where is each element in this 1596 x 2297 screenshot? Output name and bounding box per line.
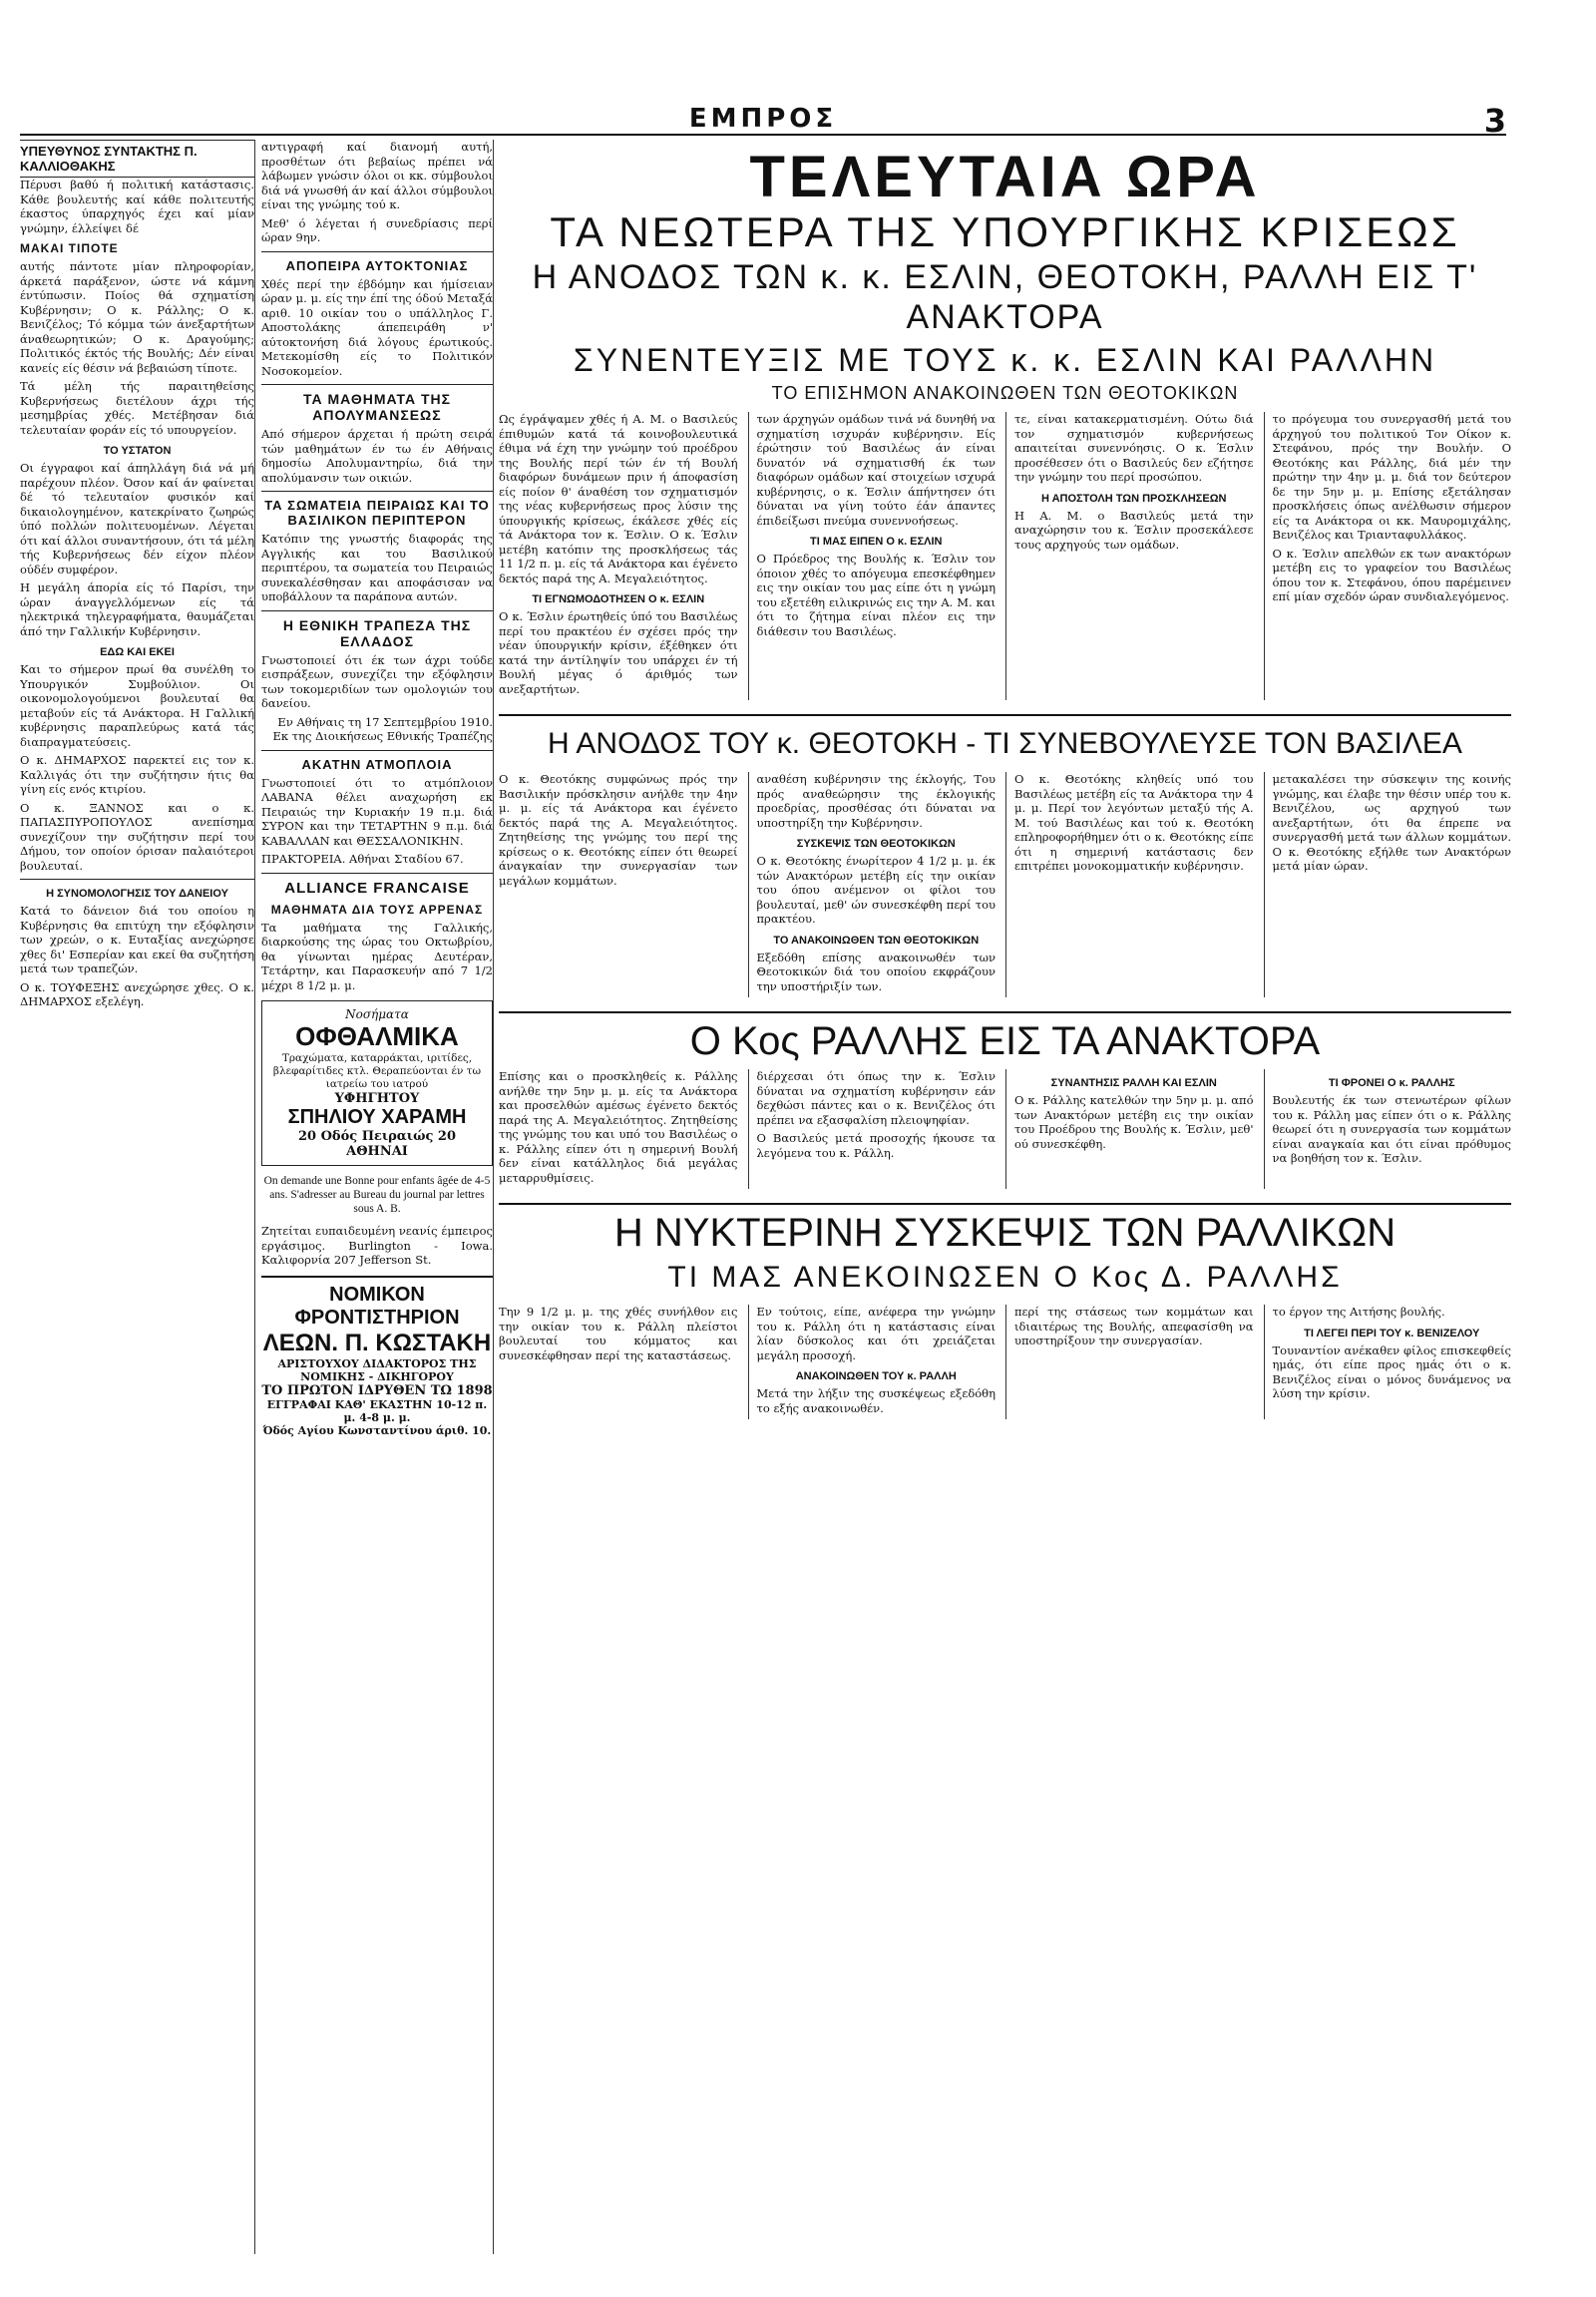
main-subheadline: ΤΟ ΕΠΙΣΗΜΟΝ ΑΝΑΚΟΙΝΩΘΕΝ ΤΩΝ ΘΕΟΤΟΚΙΚΩΝ: [771, 383, 1239, 403]
paragraph: Γνωστοποιεί ότι το ατμόπλοιον ΛΑΒΑΝΑ θέλει αναχωρήση εκ Πειραιώς την Κυριακήν 19 π.μ. διά ΣΥΡΟΝ και την ΤΕΤΑΡΤΗΝ 9 π.μ. διά ΚΑΒΑΛΛΑΝ και ΘΕΣΣΑΛΟΝΙΚΗΝ.: [261, 775, 493, 848]
paragraph: Η Α. Μ. ο Βασιλεύς μετά την αναχώρησιν του κ. Έσλιν προσεκάλεσε τους αρχηγούς των ομάδων.: [1014, 508, 1254, 552]
paragraph: Μεθ' ό λέγεται ή συνεδρίασις περί ώραν 9ην.: [261, 215, 493, 244]
article-column: [1005, 772, 1254, 997]
column-second: [261, 140, 494, 2254]
byline: [20, 140, 254, 178]
article-headline: ΤΑ ΣΩΜΑΤΕΙΑ ΠΕΙΡΑΙΩΣ ΚΑΙ ΤΟ ΒΑΣΙΛΙΚΟΝ ΠΕΡΙΠΤΕΡΟΝ: [264, 498, 490, 528]
article-columns: [499, 772, 1511, 997]
paragraph: Από σήμερον άρχεται ή πρώτη σειρά τών μαθημάτων έν τω έν Αθήναις δημοσίω Απολυμαντηρίω, διά την απολύμανσιν των οικιών.: [261, 427, 493, 485]
masthead: [20, 100, 1506, 140]
byline-name: Π. ΚΑΛΛΙΟΘΑΚΗΣ: [20, 144, 198, 174]
ad-name: ΛΕΩΝ. Π. ΚΩΣΤΑΚΗ: [262, 1329, 492, 1356]
article-column: [499, 772, 738, 997]
article-column: [1005, 1069, 1254, 1189]
divider: [261, 251, 493, 252]
notice-headline: ALLIANCE FRANCAISE: [284, 879, 470, 897]
article-column: [748, 412, 997, 700]
paragraph: Ο Πρόεδρος της Βουλής κ. Έσλιν τον όποιον χθές το απόγευμα επεσκέφθημεν εις την οικίαν του μας είπε ότι η γνώμη του εξετέθη ειλικρινώς εις την Α. Μ. και ότι το ζήτημα είναι πλέον εις την διάθεσιν του Βασιλέως.: [756, 552, 996, 638]
main-headline: ΤΕΛΕΥΤΑΙΑ ΩΡΑ: [749, 145, 1261, 209]
notice-headline: Η ΕΘΝΙΚΗ ΤΡΑΠΕΖΑ ΤΗΣ ΕΛΛΑΔΟΣ: [282, 616, 472, 649]
paragraph: Ο κ. Θεοτόκης συμφώνως πρός την Βασιλικήν πρόσκλησιν ανήλθε την 4ην μ. μ. είς τά Ανάκτορα και έγένετο δεκτός παρά της Α. Μεγαλειότητος. Ζητηθείσης της γνώμης του περί της κρίσεως ο κ. Θεοτόκης είπεν ότι θεωρεί άναγκαίαν την συνεργασίαν των μεγάλων κομμάτων.: [499, 772, 738, 888]
subheading: Η ΣΥΝΟΜΟΛΟΓΗΣΙΣ ΤΟΥ ΔΑΝΕΙΟΥ: [46, 888, 228, 900]
article-column: [748, 1069, 997, 1189]
section-subheadline: ΤΙ ΜΑΣ ΑΝΕΚΟΙΝΩΣΕΝ Ο Κος Δ. ΡΑΛΛΗΣ: [667, 1261, 1343, 1294]
article-headline: ΑΠΟΠΕΙΡΑ ΑΥΤΟΚΤΟΝΙΑΣ: [285, 257, 469, 273]
paragraph: Την 9 1/2 μ. μ. της χθές συνήλθον εις την οικίαν του κ. Ράλλη πλείστοι βουλευταί του κόμματος και συνεσκέφθησαν περί της καταστάσεως.: [499, 1305, 738, 1362]
paragraph: Ο κ. Ράλλης κατελθών την 5ην μ. μ. από των Ανακτόρων μετέβη εις την οικίαν του Προέδρου της Βουλής κ. Έσλιν, μεθ' ού συνεσκέφθη.: [1014, 1093, 1254, 1151]
subheading: ΤΙ ΜΑΣ ΕΙΠΕΝ Ο κ. ΕΣΛΙΝ: [810, 536, 943, 548]
subheading: Η ΑΠΟΣΤΟΛΗ ΤΩΝ ΠΡΟΣΚΛΗΣΕΩΝ: [1041, 492, 1227, 505]
article-column: [1264, 772, 1512, 997]
classified-english: On demande une Bonne pour enfants âgée de 4-5 ans. S'adresser au Bureau du journal par lettres sous A. B.: [263, 1175, 491, 1215]
divider: [261, 384, 493, 385]
paragraph: Ο κ. Θεοτόκης ένωρίτερον 4 1/2 μ. μ. έκ τών Ανακτόρων μετέβη είς την οικίαν του όπου ανέμενον οι φίλοι του βουλευταί, μεθ' ών συνεσκέφθη περί του πρακτέου.: [756, 854, 996, 926]
subheading: ΣΥΣΚΕΨΙΣ ΤΩΝ ΘΕΟΤΟΚΙΚΩΝ: [796, 838, 956, 850]
paragraph: Η μεγάλη άπορία είς τό Παρίσι, την ώραν άναγγελλόμενων είς τά ηλεκτρικά τηλεγραφήματα, θαυμάζεται άπό την Γαλλικήν Κυβέρνησιν.: [20, 580, 254, 638]
ad-body: Τραχώματα, καταρράκται, ιριτίδες, βλεφαρίτιδες κτλ. Θεραπεύονται έν τω ιατρείω του ιατρού: [272, 1052, 482, 1090]
paragraph: μετακαλέσει την σύσκεψιν της κοινής γνώμης, και έλαβε την θέσιν υπέρ του κ. Βενιζέλου, ως αρχηγού των ανεξαρτήτων, ότι θα έπρεπε να συνεργασθή μετά των άλλων κομμάτων. Ο κ. Θεοτόκης εξήλθε των Ανακτόρων μετά μίαν ώραν.: [1272, 772, 1511, 873]
ad-founded: ΤΟ ΠΡΩΤΟΝ ΙΔΡΥΘΕΝ ΤΩ 1898: [261, 1382, 493, 1398]
ad-title: ΟΦΘΑΛΜΙΚΑ: [295, 1021, 459, 1051]
ad-kicker: Νοσήματα: [345, 1007, 409, 1021]
notice-headline: ΑΚΑΤΗΝ ΑΤΜΟΠΛΟΙΑ: [301, 756, 453, 772]
article-column: [1005, 412, 1254, 700]
article-column: [748, 772, 997, 997]
article-column: [499, 1305, 738, 1419]
divider: [261, 750, 493, 751]
ad-address: Όδός Αγίου Κωνσταντίνου άριθ. 10.: [262, 1423, 492, 1437]
subheading: ΤΟ ΥΣΤΑΤΟΝ: [103, 445, 172, 457]
notice-signature: Εν Αθήναις τη 17 Σεπτεμβρίου 1910. Εκ της Διοικήσεως Εθνικής Τραπέζης: [272, 714, 493, 743]
subheading: ΑΝΑΚΟΙΝΩΘΕΝ ΤΟΥ κ. ΡΑΛΛΗ: [795, 1370, 957, 1382]
article-headline: ΤΑ ΜΑΘΗΜΑΤΑ ΤΗΣ ΑΠΟΛΥΜΑΝΣΕΩΣ: [302, 391, 452, 423]
subheading: ΤΙ ΦΡΟΝΕΙ Ο κ. ΡΑΛΛΗΣ: [1328, 1077, 1455, 1089]
ad-credentials: ΑΡΙΣΤΟΥΧΟΥ ΔΙΔΑΚΤΟΡΟΣ ΤΗΣ ΝΟΜΙΚΗΣ - ΔΙΚΗΓΟΡΟΥ: [277, 1356, 477, 1383]
kicker: ΜΑΚΑΙ ΤΙΠΟΤΕ: [20, 241, 119, 255]
paragraph: Οι έγγραφοι καί άπηλλάγη διά νά μή παρέχουν πλέον. Όσον καί άν φαίνεται δέ τό τελευταίον φυσικόν καί δικαιολογημένον, κατεκρίνατο ζωηρώς ύπό πολλών πολιτευομένων. Λέγεται ότι καί άλλοι συναντήσουν, ότι τά μέλη τής Κυβερνήσεως δέν είχον πλέον ούδέν συμφέρον.: [20, 461, 254, 576]
paragraph: Πέρυσι βαθύ ή πολιτική κατάστασις. Κάθε βουλευτής καί κάθε πολιτευτής έκαστος ύπαρχηγός έχει καί μίαν γνώμην, έλλείψει δέ: [20, 178, 254, 235]
section-headline: Ο Κος ΡΑΛΛΗΣ ΕΙΣ ΤΑ ΑΝΑΚΤΟΡΑ: [499, 1011, 1511, 1061]
paragraph: Ο Βασιλεύς μετά προσοχής ήκουσε τα λεγόμενα του κ. Ράλλη.: [756, 1131, 996, 1160]
paragraph: Χθές περί την έβδόμην και ήμίσειαν ώραν μ. μ. είς την έπί της όδού Μεταξά αριθ. 10 οικίαν του ο υπάλληλος Γ. Αποστολάκης άπεπειράθη ν' αύτοκτονήση διά λόγους έρωτικούς. Μετεκομίσθη είς το Πολιτικόν Νοσοκομείον.: [261, 276, 493, 378]
paragraph: Εξεδόθη επίσης ανακοινωθέν των Θεοτοκικών διά του οποίου εκφράζουν την υποστήριξίν των.: [756, 950, 996, 993]
paragraph: Ο κ. ΔΗΜΑΡΧΟΣ παρεκτεί εις τον κ. Καλλιγάς ότι την συζήτησιν ήτις θα γίνη είς ενός κτιρίου.: [20, 753, 254, 796]
paragraph: Κατόπιν της γνωστής διαφοράς της Αγγλικής και του Βασιλικού περιπτέρου, τα σωματεία του Πειραιώς συνεκαλέσθησαν και αποφάσισαν να υποβάλλουν τα παράπονα αυτών.: [261, 532, 493, 603]
subheading: ΕΔΩ ΚΑΙ ΕΚΕΙ: [100, 646, 175, 658]
paragraph: Επίσης και ο προσκληθείς κ. Ράλλης ανήλθε την 5ην μ. μ. είς τα Ανάκτορα και προσελθών αμέσως έγένετο δεκτός παρά της Α. Μεγαλειότητος. Ζητηθείσης της γνώμης του και υπό του Βασιλέως ο κ. Ράλλης είπεν ότι η σημερινή Βουλή δεν είναι κατάλληλος διά μεγάλας μεταρρυθμίσεις.: [499, 1069, 738, 1185]
article-columns: [499, 1305, 1511, 1419]
article-column: [499, 412, 738, 700]
paragraph: Γνωστοποιεί ότι έκ των άχρι τούδε εισπράξεων, συνεχίζει την εξόφλησιν των τοκομεριδίων των ομολογιών του δανείου.: [261, 652, 493, 710]
divider: [261, 610, 493, 611]
paragraph: το πρόγευμα του συνεργασθή μετά του άρχηγού του πολιτικού Τον Οίκον κ. Στεφάνου, πρός την Βουλήν. Ο Θεοτόκης και Ράλλης, διά μέν την πρώτην την 4ην μ. μ. διά τον δεύτερον δε την 5ην μ. μ. Επίσης εξετάλησαν προσκλήσεις όπως ανέλθωσιν σήμερον είς τα Ανάκτορα οι κκ. Μαυρομιχάλης, Βενιζέλος και Τριανταφυλλάκος.: [1272, 412, 1511, 542]
ad-hours: ΕΓΓΡΑΦΑΙ ΚΑΘ' ΕΚΑΣΤΗΝ 10-12 π. μ. 4-8 μ. μ.: [266, 1397, 488, 1424]
ad-doctor: ΥΦΗΓΗΤΟΥ: [334, 1091, 420, 1106]
section-headline: Η ΝΥΚΤΕΡΙΝΗ ΣΥΣΚΕΨΙΣ ΤΩΝ ΡΑΛΛΙΚΩΝ: [499, 1203, 1511, 1253]
subheading: ΤΟ ΑΝΑΚΟΙΝΩΘΕΝ ΤΩΝ ΘΕΟΤΟΚΙΚΩΝ: [773, 934, 980, 947]
paragraph: Ο κ. Θεοτόκης κληθείς υπό του Βασιλέως μετέβη είς τα Ανάκτορα την 4 μ. μ. Περί τον λεγόντων μεταξύ τής Α. Μ. τού Βασιλέως και τού κ. Θεοτόκη επληροφορήθημεν ότι ο κ. Θεοτόκης είπε ότι η σημερινή κατάστασις δεν επιτρέπει μονοκομματικήν κυβέρνησιν.: [1014, 772, 1254, 873]
article-columns: [499, 412, 1511, 700]
main-section: [499, 140, 1511, 2254]
article-column: [1264, 412, 1512, 700]
column-left: [20, 140, 255, 2254]
ad-title: ΝΟΜΙΚΟΝ ΦΡΟΝΤΙΣΤΗΡΙΟΝ: [294, 1283, 460, 1329]
paragraph: των άρχηγών ομάδων τινά νά δυνηθή να σχηματίση ισχυράν κυβέρνησιν. Είς έρώτησιν τού Βασιλέως άν είναι δυνατόν νά σχηματισθή έκ των διαφόρων ομάδων καί στοιχείων ισχυρά κυβέρνησις, ο κ. Έσλιν άπήντησεν ότι δύναται να γίνη τούτο έάν άπαντες έπιδείξωσι πνεύμα συνεννοήσεως.: [756, 412, 996, 528]
advertisement-ophthalmic: [261, 1000, 493, 1166]
article-column: [748, 1305, 997, 1419]
paragraph: Ως έγράψαμεν χθές ή Α. Μ. ο Βασιλεύς έπιθυμών κατά τά κοινοβουλευτικά έθιμα νά έχη την γνώμην τού προέδρου της Βουλής περί τών έν τή Βουλή διαφόρων δυνάμεων πριν ή άποφασίση είς ποίον θ' άναθέση τον σχηματισμόν της νέας κυβερνήσεως προς λύσιν της ύπουργικής κρίσεως, έκάλεσε χθές είς τά Ανάκτορα τον κ. Έσλιν. Ο κ. Έσλιν μετέβη κατόπιν της προσκλήσεως τάς 11 1/2 π. μ. είς τά Ανάκτορα και έγένετο δεκτός παρά της Α. Μεγαλειότητος.: [499, 412, 738, 585]
paragraph: Ζητείται ευπαιδευμένη νεανίς έμπειρος εργάσιμος. Burlington - Iowa. Καλιφορνία 207 Jefferson St.: [261, 1224, 493, 1267]
paragraph: τε, είναι κατακερματισμένη. Ούτω διά τον σχηματισμόν κυβερνήσεως απαιτείται συνεννόησις. Ο κ. Έσλιν προσέθεσεν ότι ο Βασιλεύς δεν εζήτησε την γνώμην του περί προσώπου.: [1014, 412, 1254, 484]
paragraph: Και το σήμερον πρωί θα συνέλθη το Υπουργικόν Συμβούλιον. Οι οικονομολογούμενοι βουλευταί θα μεταβούν είς τά Ανάκτορα. Η Γαλλική κυβέρνησις παραπλεύρως κατά τάς διαπραγματεύσεις.: [20, 662, 254, 749]
main-subheadline: ΣΥΝΕΝΤΕΥΞΙΣ ΜΕ ΤΟΥΣ κ. κ. ΕΣΛΙΝ ΚΑΙ ΡΑΛΛΗΝ: [573, 342, 1437, 378]
paragraph: Τα μαθήματα της Γαλλικής, διαρκούσης της ώρας του Οκτωβρίου, θα γίνωνται ημέρας Δευτέραν, Τετάρτην, και Παρασκευήν από 7 1/2 μέχρι 8 1/2 μ. μ.: [261, 920, 493, 992]
paragraph: Ο κ. Έσλιν απελθών εκ των ανακτόρων μετέβη εις το γραφείον του Βασιλέως όπου τον κ. Στεφάνου, όπου παρέμεινεν επί μίαν σχεδόν ώραν συνδιαλεγόμενος.: [1272, 546, 1511, 603]
paragraph: Ο κ. ΤΟΥΦΕΞΗΣ ανεχώρησε χθες. Ο κ. ΔΗΜΑΡΧΟΣ εξελέγη.: [20, 979, 254, 1008]
paragraph: Μετά την λήξιν της συσκέψεως εξεδόθη το εξής ανακοινωθέν.: [756, 1386, 996, 1415]
paragraph: αυτής πάντοτε μίαν πληροφορίαν, άρκετά παράξενον, ώστε νά κάμνη έντύπωσιν. Ποίος θά σχηματίση Κυβέρνησιν; Ο κ. Ράλλης; Ο κ. Βενιζέλος; Τό κόμμα τών άνεξαρτήτων άναθεωρητικών; Ο κ. Δραγούμης; Πολιτικός έκτός τής Βουλής; Δέν είναι κανείς είς θέσιν νά βεβαιώση τίποτε.: [20, 259, 254, 375]
page-number: 3: [1483, 102, 1506, 140]
newspaper-title: ΕΜΠΡΟΣ: [688, 104, 838, 134]
subheading: ΤΙ ΛΕΓΕΙ ΠΕΡΙ ΤΟΥ κ. ΒΕΝΙΖΕΛΟΥ: [1304, 1327, 1480, 1340]
paragraph: Βουλευτής έκ των στενωτέρων φίλων του κ. Ράλλη μας είπεν ότι ο κ. Ράλλης θεωρεί ότι η συνεργασία των κομμάτων είναι αναγκαία και ότι είναι πρόθυμος να βοηθήση τον κ. Έσλιν.: [1272, 1093, 1511, 1165]
byline-label: ΥΠΕΥΘΥΝΟΣ ΣΥΝΤΑΚΤΗΣ: [20, 144, 181, 159]
ad-name: ΣΠΗΛΙΟΥ ΧΑΡΑΜΗ: [287, 1106, 467, 1128]
article-column: [499, 1069, 738, 1189]
paragraph: αναθέση κυβέρνησιν της έκλογής, Του πρός αναθεώρησιν της έκλογικής προεδρίας, προσθέσας ότι δύναται να υποστηρίξη την Κυβέρνησιν.: [756, 772, 996, 830]
paragraph: Κατά το δάνειον διά του οποίου η Κυβέρνησις θα επιτύχη την εξόφλησιν των χρεών, ο κ. Ευταξίας ανεχώρησε χθες δι' Εσπερίαν και εκεί θα συζητήση μετά των τραπεζών.: [20, 904, 254, 975]
article-column: [1264, 1305, 1512, 1419]
paragraph: Τουναντίον ανέκαθεν φίλος επισκεφθείς ημάς, ότι είπε προς ημάς ότι ο κ. Βενιζέλος είναι ο μόνος δυνάμενος να λύση την κρίσιν.: [1272, 1342, 1511, 1400]
paragraph: Εν τούτοις, είπε, ανέφερα την γνώμην του κ. Ράλλη ότι η κατάστασις είναι λίαν δύσκολος και ότι χρειάζεται μεγάλη προσοχή.: [756, 1305, 996, 1362]
section-headline: Η ΑΝΟΔΟΣ ΤΟΥ κ. ΘΕΟΤΟΚΗ - ΤΙ ΣΥΝΕΒΟΥΛΕΥΣΕ ΤΟΝ ΒΑΣΙΛΕΑ: [499, 714, 1511, 764]
paragraph: ΠΡΑΚΤΟΡΕΙΑ. Αθήναι Σταδίου 67.: [261, 852, 464, 866]
advertisement-law-school: [261, 1276, 493, 1437]
paragraph: αντιγραφή καί διανομή αυτή, προσθέτων ότι βεβαίως πρέπει νά λάβωμεν γνώσιν όλοι οι κκ. σύμβουλοι διά νά γνωσθή άν καί άλλοι σύμβουλοι είναι της γνώμης τού κ.: [261, 140, 493, 211]
subheading: ΣΥΝΑΝΤΗΣΙΣ ΡΑΛΛΗ ΚΑΙ ΕΣΛΙΝ: [1050, 1077, 1217, 1089]
subheading: ΤΙ ΕΓΝΩΜΟΔΟΤΗΣΕΝ Ο κ. ΕΣΛΙΝ: [532, 593, 705, 605]
article-columns: [499, 1069, 1511, 1189]
paragraph: περί της στάσεως των κομμάτων και ιδιαιτέρως της Βουλής, απεφασίσθη να υποστηρίξουν την συνεργασίαν.: [1014, 1305, 1254, 1347]
paragraph: Ο κ. ΞΑΝΝΟΣ και ο κ. ΠΑΠΑΣΠΥΡΟΠΟΥΛΟΣ ανεπίσημα συνεχίζουν την συζήτησιν περί του Δήμου, τον οποίον όρισαν παλαιότεροι βουλευταί.: [20, 800, 254, 873]
divider: [261, 491, 493, 492]
paragraph: Ο κ. Έσλιν έρωτηθείς ύπό του Βασιλέως περί του πρακτέου έν σχέσει πρός την νέαν ύπουργικήν κρίσιν, έξέθηκεν ότι κατά την άντίληψίν του υπάρχει έν τή Βουλή μέγας ό άριθμός των ανεξαρτήτων.: [499, 609, 738, 696]
ad-address: 20 Οδός Πειραιώς 20 ΑΘΗΝΑΙ: [297, 1129, 457, 1159]
paragraph: διέρχεσαι ότι όπως την κ. Έσλιν δύναται να σχηματίση κυβέρνησιν εάν δεχθώσι πάντες και ο κ. Βενιζέλος ότι πρέπει να εξασφαλίση πλειοψηφίαν.: [756, 1069, 996, 1127]
paragraph: το έργον της Αιτήσης βουλής.: [1272, 1305, 1445, 1319]
main-subheadline: ΤΑ ΝΕΩΤΕΡΑ ΤΗΣ ΥΠΟΥΡΓΙΚΗΣ ΚΡΙΣΕΩΣ: [550, 208, 1460, 255]
article-column: [1264, 1069, 1512, 1189]
main-subheadline: Η ΑΝΟΔΟΣ ΤΩΝ κ. κ. ΕΣΛΙΝ, ΘΕΟΤΟΚΗ, ΡΑΛΛΗ ΕΙΣ Τ' ΑΝΑΚΤΟΡΑ: [532, 258, 1478, 336]
paragraph: Τά μέλη τής παραιτηθείσης Κυβερνήσεως διετέλουν άχρι τής μεσημβρίας χθές. Μετέβησαν διά τελευταίαν φοράν είς τό υπουργείον.: [20, 379, 254, 437]
notice-subheadline: ΜΑΘΗΜΑΤΑ ΔΙΑ ΤΟΥΣ ΑΡΡΕΝΑΣ: [270, 902, 484, 917]
divider: [261, 873, 493, 874]
article-column: [1005, 1305, 1254, 1419]
divider: [20, 879, 254, 880]
